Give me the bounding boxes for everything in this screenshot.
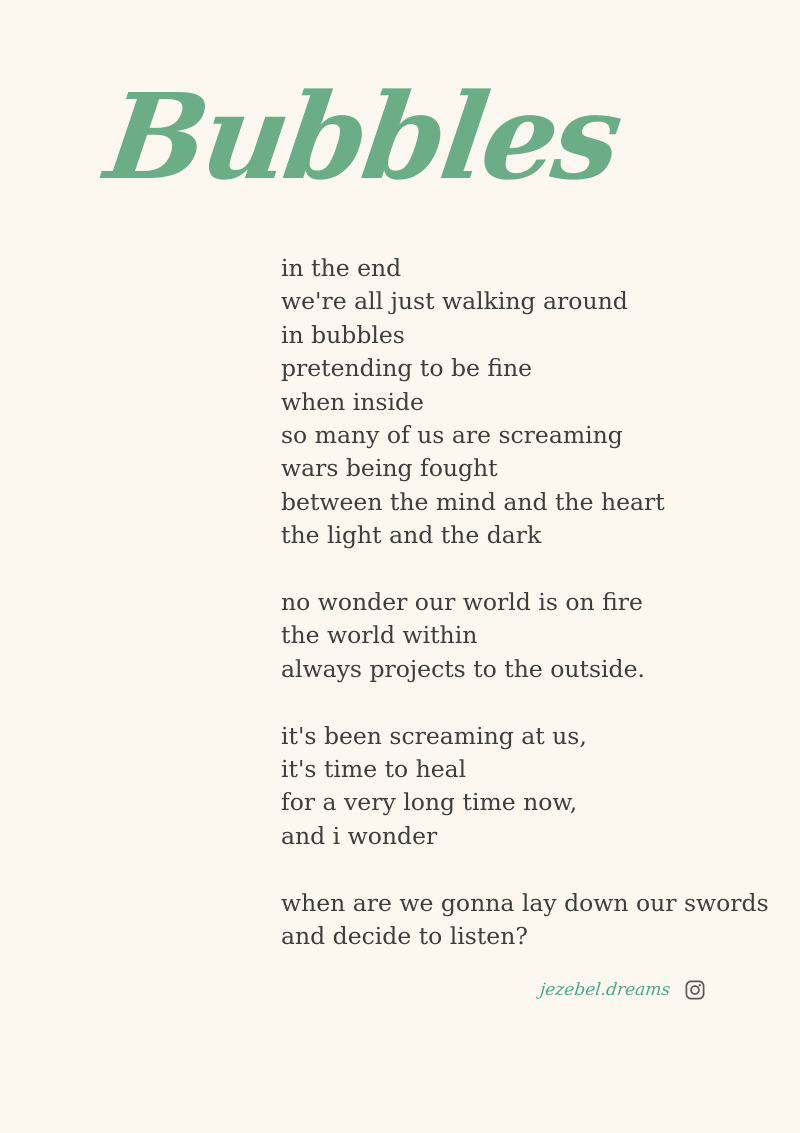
poem-line: no wonder our world is on fire (281, 588, 643, 617)
instagram-icon (685, 980, 705, 1000)
poem-line: in the end (281, 254, 402, 282)
poem-line: and i wonder (281, 821, 438, 850)
footer (540, 980, 705, 1000)
poem (281, 252, 769, 953)
poem-line: between the mind and the heart (281, 487, 665, 516)
page-title: Bubbles (98, 67, 627, 206)
poem-line: when are we gonna lay down our swords (281, 888, 769, 917)
poem-line: and decide to listen? (281, 922, 528, 951)
poem-stanza (281, 887, 769, 954)
instagram-handle: jezebel.dreams (538, 980, 672, 1000)
poem-line: always projects to the outside. (281, 654, 645, 683)
poem-line: it's time to heal (281, 755, 467, 784)
poem-line: it's been screaming at us, (281, 721, 587, 750)
poem-line: for a very long time now, (281, 788, 578, 817)
poem-stanza (281, 252, 769, 553)
poem-line: we're all just walking around (281, 287, 628, 316)
poem-line: when inside (281, 387, 424, 416)
poem-line: so many of us are screaming (281, 421, 623, 450)
poem-stanza (281, 720, 769, 854)
poem-stanza (281, 586, 769, 686)
poem-line: wars being fought (281, 454, 498, 483)
poem-line: the light and the dark (281, 521, 542, 550)
poem-line: in bubbles (281, 320, 405, 349)
poem-line: pretending to be fine (281, 354, 533, 383)
poem-line: the world within (281, 621, 478, 650)
